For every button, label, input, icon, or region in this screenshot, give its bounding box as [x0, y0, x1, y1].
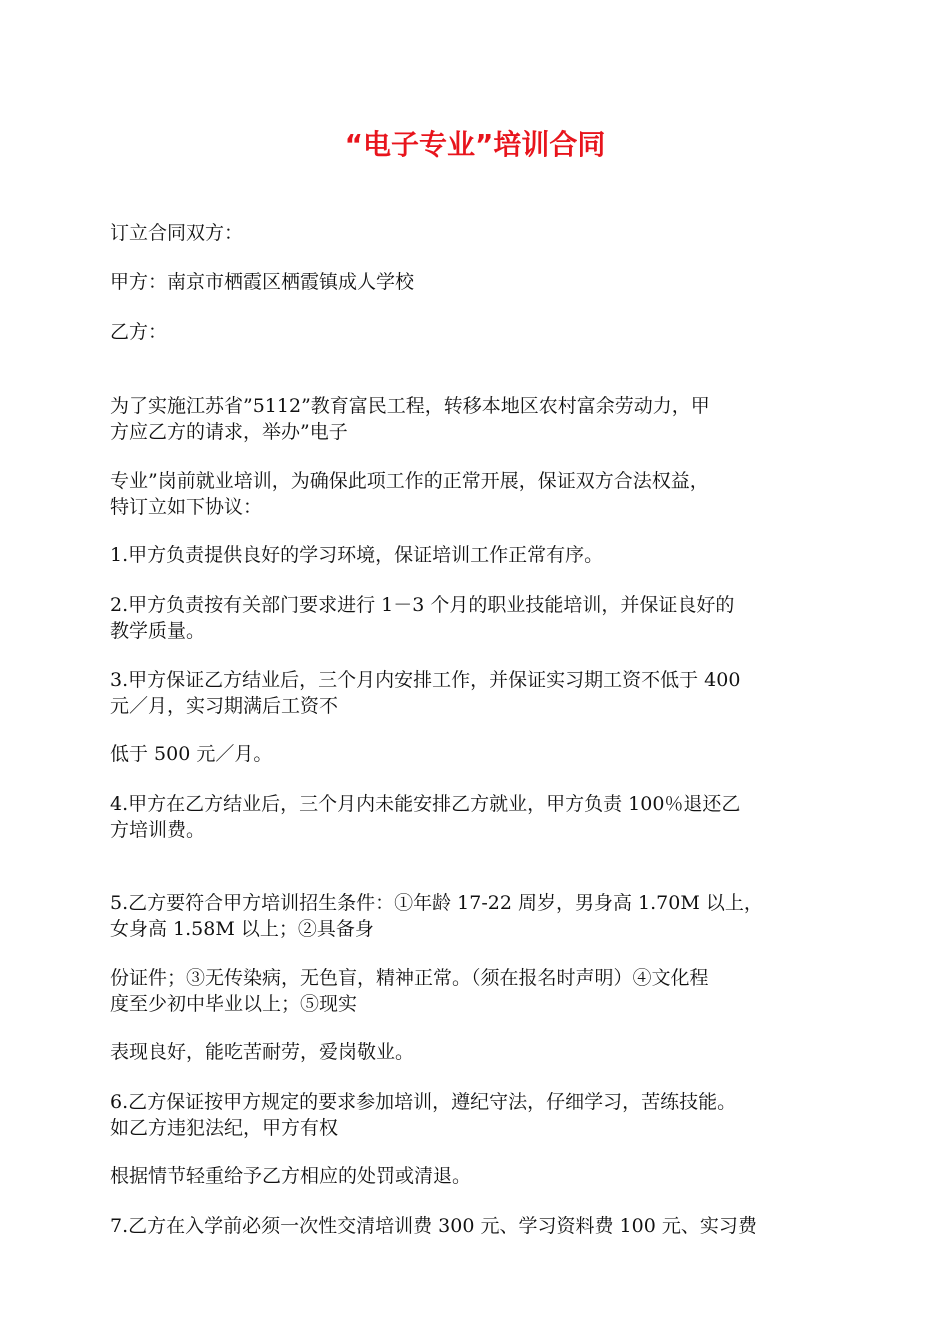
text-line: 根据情节轻重给予乙方相应的处罚或清退。	[110, 1165, 472, 1187]
clause-6	[110, 1089, 850, 1141]
text-line: 专业”岗前就业培训，为确保此项工作的正常开展，保证双方合法权益，	[110, 470, 709, 492]
clause-1	[110, 542, 850, 568]
text-line: 7.乙方在入学前必须一次性交清培训费 300 元、学习资料费 100 元、实习费	[110, 1215, 757, 1237]
text-line: 教学质量。	[110, 620, 206, 642]
clause-7	[110, 1213, 850, 1239]
text-line: 方培训费。	[110, 819, 206, 841]
text-line: 份证件；③无传染病，无色盲，精神正常。（须在报名时声明）④文化程	[110, 967, 709, 989]
paragraph-intro-1	[110, 393, 850, 445]
paragraph-party-b	[110, 319, 850, 345]
paragraph-intro-2	[110, 468, 850, 520]
clause-4	[110, 791, 850, 843]
text-line: 5.乙方要符合甲方培训招生条件：①年龄 17-22 周岁，男身高 1.70M 以上，	[110, 892, 763, 914]
clause-5	[110, 890, 850, 942]
text-line: 度至少初中毕业以上；⑤现实	[110, 993, 358, 1015]
clause-6-continued	[110, 1163, 850, 1189]
text-line: 特订立如下协议：	[110, 496, 263, 518]
text-line: 3.甲方保证乙方结业后，三个月内安排工作，并保证实习期工资不低于 400	[110, 669, 741, 691]
text-line: 6.乙方保证按甲方规定的要求参加培训，遵纪守法，仔细学习，苦练技能。	[110, 1091, 737, 1113]
clause-3	[110, 667, 850, 719]
paragraph-party-a	[110, 269, 850, 295]
text-line: 低于 500 元／月。	[110, 743, 273, 765]
text-line: 如乙方违犯法纪，甲方有权	[110, 1117, 339, 1139]
clause-5-continued	[110, 965, 850, 1017]
text-line: 4.甲方在乙方结业后，三个月内未能安排乙方就业，甲方负责 100％退还乙	[110, 793, 741, 815]
text-line: 订立合同双方：	[110, 222, 244, 244]
paragraph-parties-heading	[110, 220, 850, 246]
document-title: “电子专业”培训合同	[344, 128, 606, 161]
text-line: 甲方：南京市栖霞区栖霞镇成人学校	[110, 271, 415, 293]
text-line: 方应乙方的请求，举办”电子	[110, 421, 348, 443]
text-line: 表现良好，能吃苦耐劳，爱岗敬业。	[110, 1041, 415, 1063]
text-line: 乙方：	[110, 321, 168, 343]
text-line: 1.甲方负责提供良好的学习环境，保证培训工作正常有序。	[110, 544, 604, 566]
text-line: 元／月，实习期满后工资不	[110, 695, 339, 717]
clause-2	[110, 592, 850, 644]
clause-3-continued	[110, 741, 850, 767]
text-line: 2.甲方负责按有关部门要求进行 1－3 个月的职业技能培训，并保证良好的	[110, 594, 735, 616]
text-line: 为了实施江苏省”5112”教育富民工程，转移本地区农村富余劳动力，甲	[110, 395, 710, 417]
text-line: 女身高 1.58M 以上；②具备身	[110, 918, 374, 940]
clause-5-end	[110, 1039, 850, 1065]
